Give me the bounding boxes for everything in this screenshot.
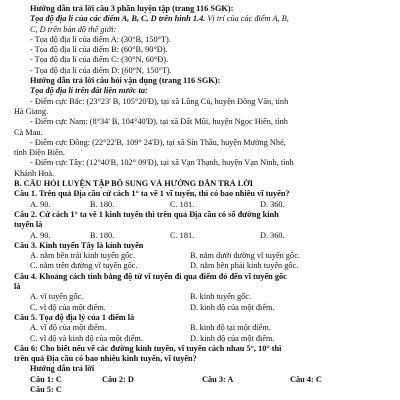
question-1-option-c: C. 181. [170, 199, 195, 209]
q3-point-d: - Tọa độ địa lí của điểm D: (60°N, 150°T). [30, 65, 172, 75]
question-3-option-a: A. nằm bên trái kinh tuyến gốc. [30, 251, 136, 261]
answer-1: Câu 1: C [30, 374, 62, 384]
heading-practice-q3: Hướng dẫn trả lời câu 3 phần luyện tập (trang 116 SGK): [30, 4, 234, 13]
extreme-north-1: - Điểm cực Bắc: (23°23' B, 105°20'Đ), tại xã Lũng Cú, huyện Đồng Văn, tỉnh [30, 96, 289, 106]
answer-4: Câu 4: C [290, 374, 322, 384]
question-2-line-1: Câu 2. Cứ cách 1° ta vẽ 1 kinh tuyến thì trên quả Địa cầu có số đường kinh [14, 209, 279, 219]
answer-row [14, 375, 382, 385]
answer-2: Câu 2: D [102, 374, 134, 384]
question-5-option-a: A. vĩ độ của một điểm. [30, 323, 107, 333]
question-5-option-d: D. kinh độ của một điểm. [190, 333, 275, 343]
q3-prompt [14, 14, 382, 24]
question-1-option-a: A. 90. [30, 199, 51, 209]
question-3-option-c: C. nằm trên đường vĩ tuyến gốc. [30, 261, 138, 271]
answer-3: Câu 3: A [202, 374, 234, 384]
q3-prompt-bold: Tọa độ địa lí của các điểm A, B, C, D trên hình 1.4. [30, 14, 206, 24]
question-1: Câu 1. Trên quả Địa cầu cứ cách 1° ta vẽ 1 vĩ tuyến, thì có bao nhiêu vĩ tuyến? [14, 189, 290, 199]
question-1-options [14, 200, 382, 210]
question-3-options-row-1 [14, 251, 382, 261]
question-4-options-row-1 [14, 292, 382, 302]
extreme-east-2: tỉnh Điện Biên. [14, 148, 65, 158]
question-4-line-1: Câu 4. Khoảng cách tính bằng độ từ vĩ tuyến đi qua điểm đó đến vĩ tuyến gốc [14, 271, 287, 281]
question-5-option-c: C. vĩ độ và kinh độ của một điểm. [30, 333, 143, 343]
question-4-option-a: A. vĩ tuyến gốc. [30, 292, 84, 302]
q3-point-a: - Tọa độ địa lí của điểm A: (30°B, 150°T). [30, 34, 171, 44]
answer-guide-heading: Hướng dẫn trả lời [30, 364, 95, 374]
question-2-option-a: A. 90. [30, 230, 51, 240]
question-2-options [14, 231, 382, 241]
question-3: Câu 3. Kinh tuyến Tây là kinh tuyến [14, 240, 144, 250]
question-2-option-b: B. 180. [90, 230, 115, 240]
question-4-options-row-2 [14, 303, 382, 313]
extreme-north-2: Hà Giang. [14, 106, 49, 116]
q3-prompt-italic: Vị trí của các điểm A, B, [205, 14, 289, 24]
extreme-west-1: - Điểm cực Tây: (12°40'B, 102° 09'Đ), tại xã Vạn Thạnh, huyện Vạn Ninh, tỉnh [30, 158, 294, 168]
question-1-option-d: D. 360. [260, 199, 285, 209]
extreme-south-2: Cà Mau. [14, 127, 43, 137]
question-1-option-b: B. 180. [90, 199, 115, 209]
question-4-line-2: là [14, 282, 21, 292]
q3-point-c: - Tọa độ địa lí của điểm C: (30°N, 60°Đ). [30, 55, 169, 65]
q3-prompt-cont: C, D trên bản đồ thế giới: [30, 24, 117, 34]
question-4-option-b: B. kinh tuyến gốc. [190, 292, 252, 302]
question-3-option-b: B. nằm dưới đường vĩ tuyến gốc. [190, 251, 300, 261]
application-prompt: Tọa độ địa lí trên đất liền nước ta: [30, 86, 148, 96]
q3-point-b: - Tọa độ địa lí của điểm B: (60°B, 90°Đ). [30, 45, 168, 55]
question-5-options-row-1 [14, 323, 382, 333]
question-5-options-row-2 [14, 334, 382, 344]
question-6-line-2: trên quả Địa cầu có bao nhiêu kinh tuyến, vĩ tuyến? [14, 354, 197, 364]
question-2-line-2: tuyến là [14, 220, 43, 230]
question-2-option-d: D. 360. [260, 230, 285, 240]
question-4-option-d: D. kinh độ của một điểm. [190, 302, 275, 312]
question-5-option-b: B. kinh độ tại một điểm. [190, 323, 271, 333]
question-6-line-1: Câu 6: Cho biết nếu vẽ các đường kinh tuyến, vĩ tuyến cách nhau 5°, 10° thì [14, 343, 282, 353]
question-2-option-c: C. 181. [170, 230, 195, 240]
question-3-options-row-2 [14, 261, 382, 271]
answer-5: Câu 5: C [30, 384, 62, 394]
section-b-heading: B. CÂU HỎI LUYỆN TẬP BỔ SUNG VÀ HƯỚNG DẪN TRẢ LỜI [14, 179, 253, 189]
extreme-west-2: Khánh Hoà. [14, 168, 55, 178]
extreme-east-1: - Điểm cực Đông: (22°22'B, 109° 24'Đ), tại xã Sìn Thầu, huyện Mường Nhé, [30, 137, 286, 147]
question-5: Câu 5. Tọa độ địa lý của 1 điểm là [14, 312, 135, 322]
question-3-option-d: D. nằm bên phải kinh tuyến gốc. [190, 261, 299, 271]
extreme-south-1: - Điểm cực Nam: (8°34' B, 104°40'Đ), tại xã Đất Mũi, huyện Ngọc Hiển, tỉnh [30, 117, 288, 127]
heading-application: Hướng dẫn trả lời câu hỏi vận dụng (trang 116 SGK): [30, 76, 221, 86]
question-4-option-c: C. vĩ độ của một điểm. [30, 302, 106, 312]
